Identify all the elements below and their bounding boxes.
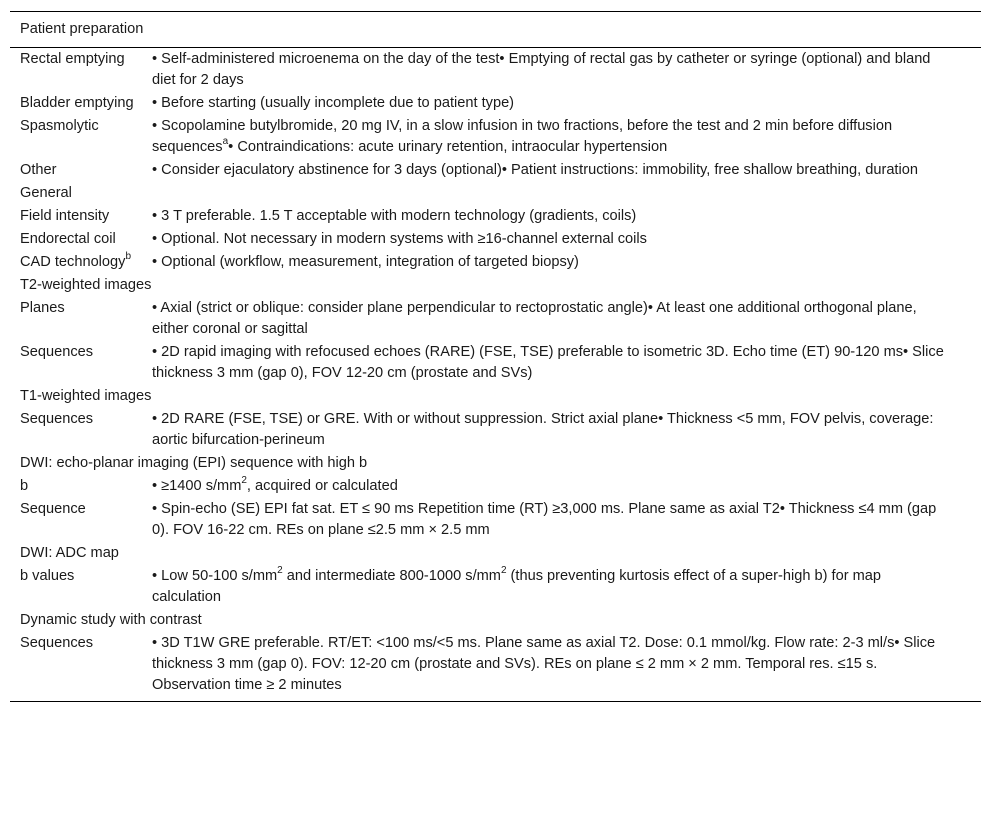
table-row: [10, 92, 981, 115]
row-label: Sequences: [20, 411, 94, 427]
row-value: • 2D rapid imaging with refocused echoes (RARE) (FSE, TSE) preferable to isometric 3D. Echo time (ET) 90-120 ms• Slice thickness 3 mm (gap 0), FOV 12-20 cm (prostate and SVs): [152, 344, 944, 381]
row-value: • Optional (workflow, measurement, integration of targeted biopsy): [152, 254, 579, 270]
row-value-text: (thus preventing kurtosis effect of a super-high b) for map calculation: [152, 568, 881, 605]
superscript: 2: [500, 565, 507, 577]
table-header-row: [10, 12, 981, 48]
row-value: • Spin-echo (SE) EPI fat sat. ET ≤ 90 ms Repetition time (RT) ≥3,000 ms. Plane same as axial T2• Thickness ≤4 mm (gap 0). FOV 16-22 cm. REs on plane ≤2.5 mm × 2.5 mm: [152, 501, 937, 538]
row-value: • Consider ejaculatory abstinence for 3 days (optional)• Patient instructions: immobility, free shallow breathing, duration: [152, 162, 918, 178]
section-heading-row: [10, 609, 981, 632]
row-value-text: and intermediate 800-1000 s/mm: [282, 568, 501, 584]
section-heading-row: [10, 452, 981, 475]
row-value: • Before starting (usually incomplete due to patient type): [152, 95, 515, 111]
row-label: Sequences: [10, 632, 140, 702]
row-value: [140, 565, 981, 609]
table-row: [10, 408, 981, 452]
row-value-text: • ≥1400 s/mm: [152, 478, 242, 494]
table-row: [10, 251, 981, 274]
section-heading: DWI: ADC map: [20, 545, 119, 561]
superscript: 2: [277, 565, 283, 577]
row-value: • Optional. Not necessary in modern systems with ≥16-channel external coils: [152, 231, 647, 247]
row-label: Spasmolytic: [20, 118, 99, 134]
superscript: 2: [241, 475, 247, 487]
table-row: [10, 115, 981, 159]
row-value-text: • Low 50-100 s/mm: [152, 568, 278, 584]
row-label: Sequences: [20, 344, 94, 360]
section-heading: T1-weighted images: [20, 388, 152, 404]
row-label: b: [20, 478, 29, 494]
row-value: • 2D RARE (FSE, TSE) or GRE. With or without suppression. Strict axial plane• Thickness <5 mm, FOV pelvis, coverage: aortic bifurcation-perineum: [152, 411, 934, 448]
table-row: [10, 228, 981, 251]
row-label: Planes: [20, 300, 65, 316]
row-label: b values: [20, 568, 75, 584]
table-row: [10, 565, 981, 609]
protocol-table: [10, 11, 981, 702]
row-label: Endorectal coil: [20, 231, 116, 247]
row-label: Field intensity: [20, 208, 110, 224]
table-row: [10, 498, 981, 542]
row-value: [140, 475, 981, 498]
row-label: Bladder emptying: [20, 95, 134, 111]
row-label-text: CAD technology: [20, 254, 126, 270]
row-value: • Axial (strict or oblique: consider plane perpendicular to rectoprostatic angle)• At least one additional orthogonal plane, either coronal or sagittal: [152, 300, 917, 337]
table-row: [10, 159, 981, 182]
table-row: [10, 632, 981, 702]
section-heading: Dynamic study with contrast: [20, 612, 202, 628]
table-row: [10, 48, 981, 93]
row-value: [140, 115, 981, 159]
section-heading-row: [10, 182, 981, 205]
row-label: Rectal emptying: [20, 51, 125, 67]
row-value-text: , acquired or calculated: [246, 478, 398, 494]
row-value: • Self-administered microenema on the day of the test• Emptying of rectal gas by catheter or syringe (optional) and bland diet for 2 days: [152, 51, 931, 88]
footnote-mark: a: [222, 136, 229, 148]
row-value: • 3 T preferable. 1.5 T acceptable with modern technology (gradients, coils): [152, 208, 637, 224]
row-value-text: • Contraindications: acute urinary retention, intraocular hypertension: [228, 139, 668, 155]
row-value: • 3D T1W GRE preferable. RT/ET: <100 ms/<5 ms. Plane same as axial T2. Dose: 0.1 mmol/kg. Flow rate: 2-3 ml/s• Slice thickness 3 mm (gap 0). FOV: 12-20 cm (prostate and SVs). REs on plane ≤ 2 mm × 2 mm. Temporal res. ≤15 s. Observation time ≥ 2 minutes: [140, 632, 981, 702]
table-header-cell: Patient preparation: [10, 12, 981, 48]
section-heading: DWI: echo-planar imaging (EPI) sequence with high b: [20, 455, 368, 471]
section-heading: T2-weighted images: [20, 277, 152, 293]
section-heading-row: [10, 542, 981, 565]
footnote-mark: b: [125, 251, 132, 263]
row-value-text: • Scopolamine butylbromide, 20 mg IV, in a slow infusion in two fractions, before the test and 2 min before diffusion sequences: [152, 118, 893, 155]
table-row: [10, 341, 981, 385]
protocol-table-container: [10, 11, 981, 702]
table-row: [10, 475, 981, 498]
row-label: [10, 251, 140, 274]
row-label: Other: [20, 162, 57, 178]
table-row: [10, 205, 981, 228]
row-label: Sequence: [20, 501, 86, 517]
section-heading-row: [10, 385, 981, 408]
section-heading: General: [20, 185, 72, 201]
table-row: [10, 297, 981, 341]
section-heading-row: [10, 274, 981, 297]
